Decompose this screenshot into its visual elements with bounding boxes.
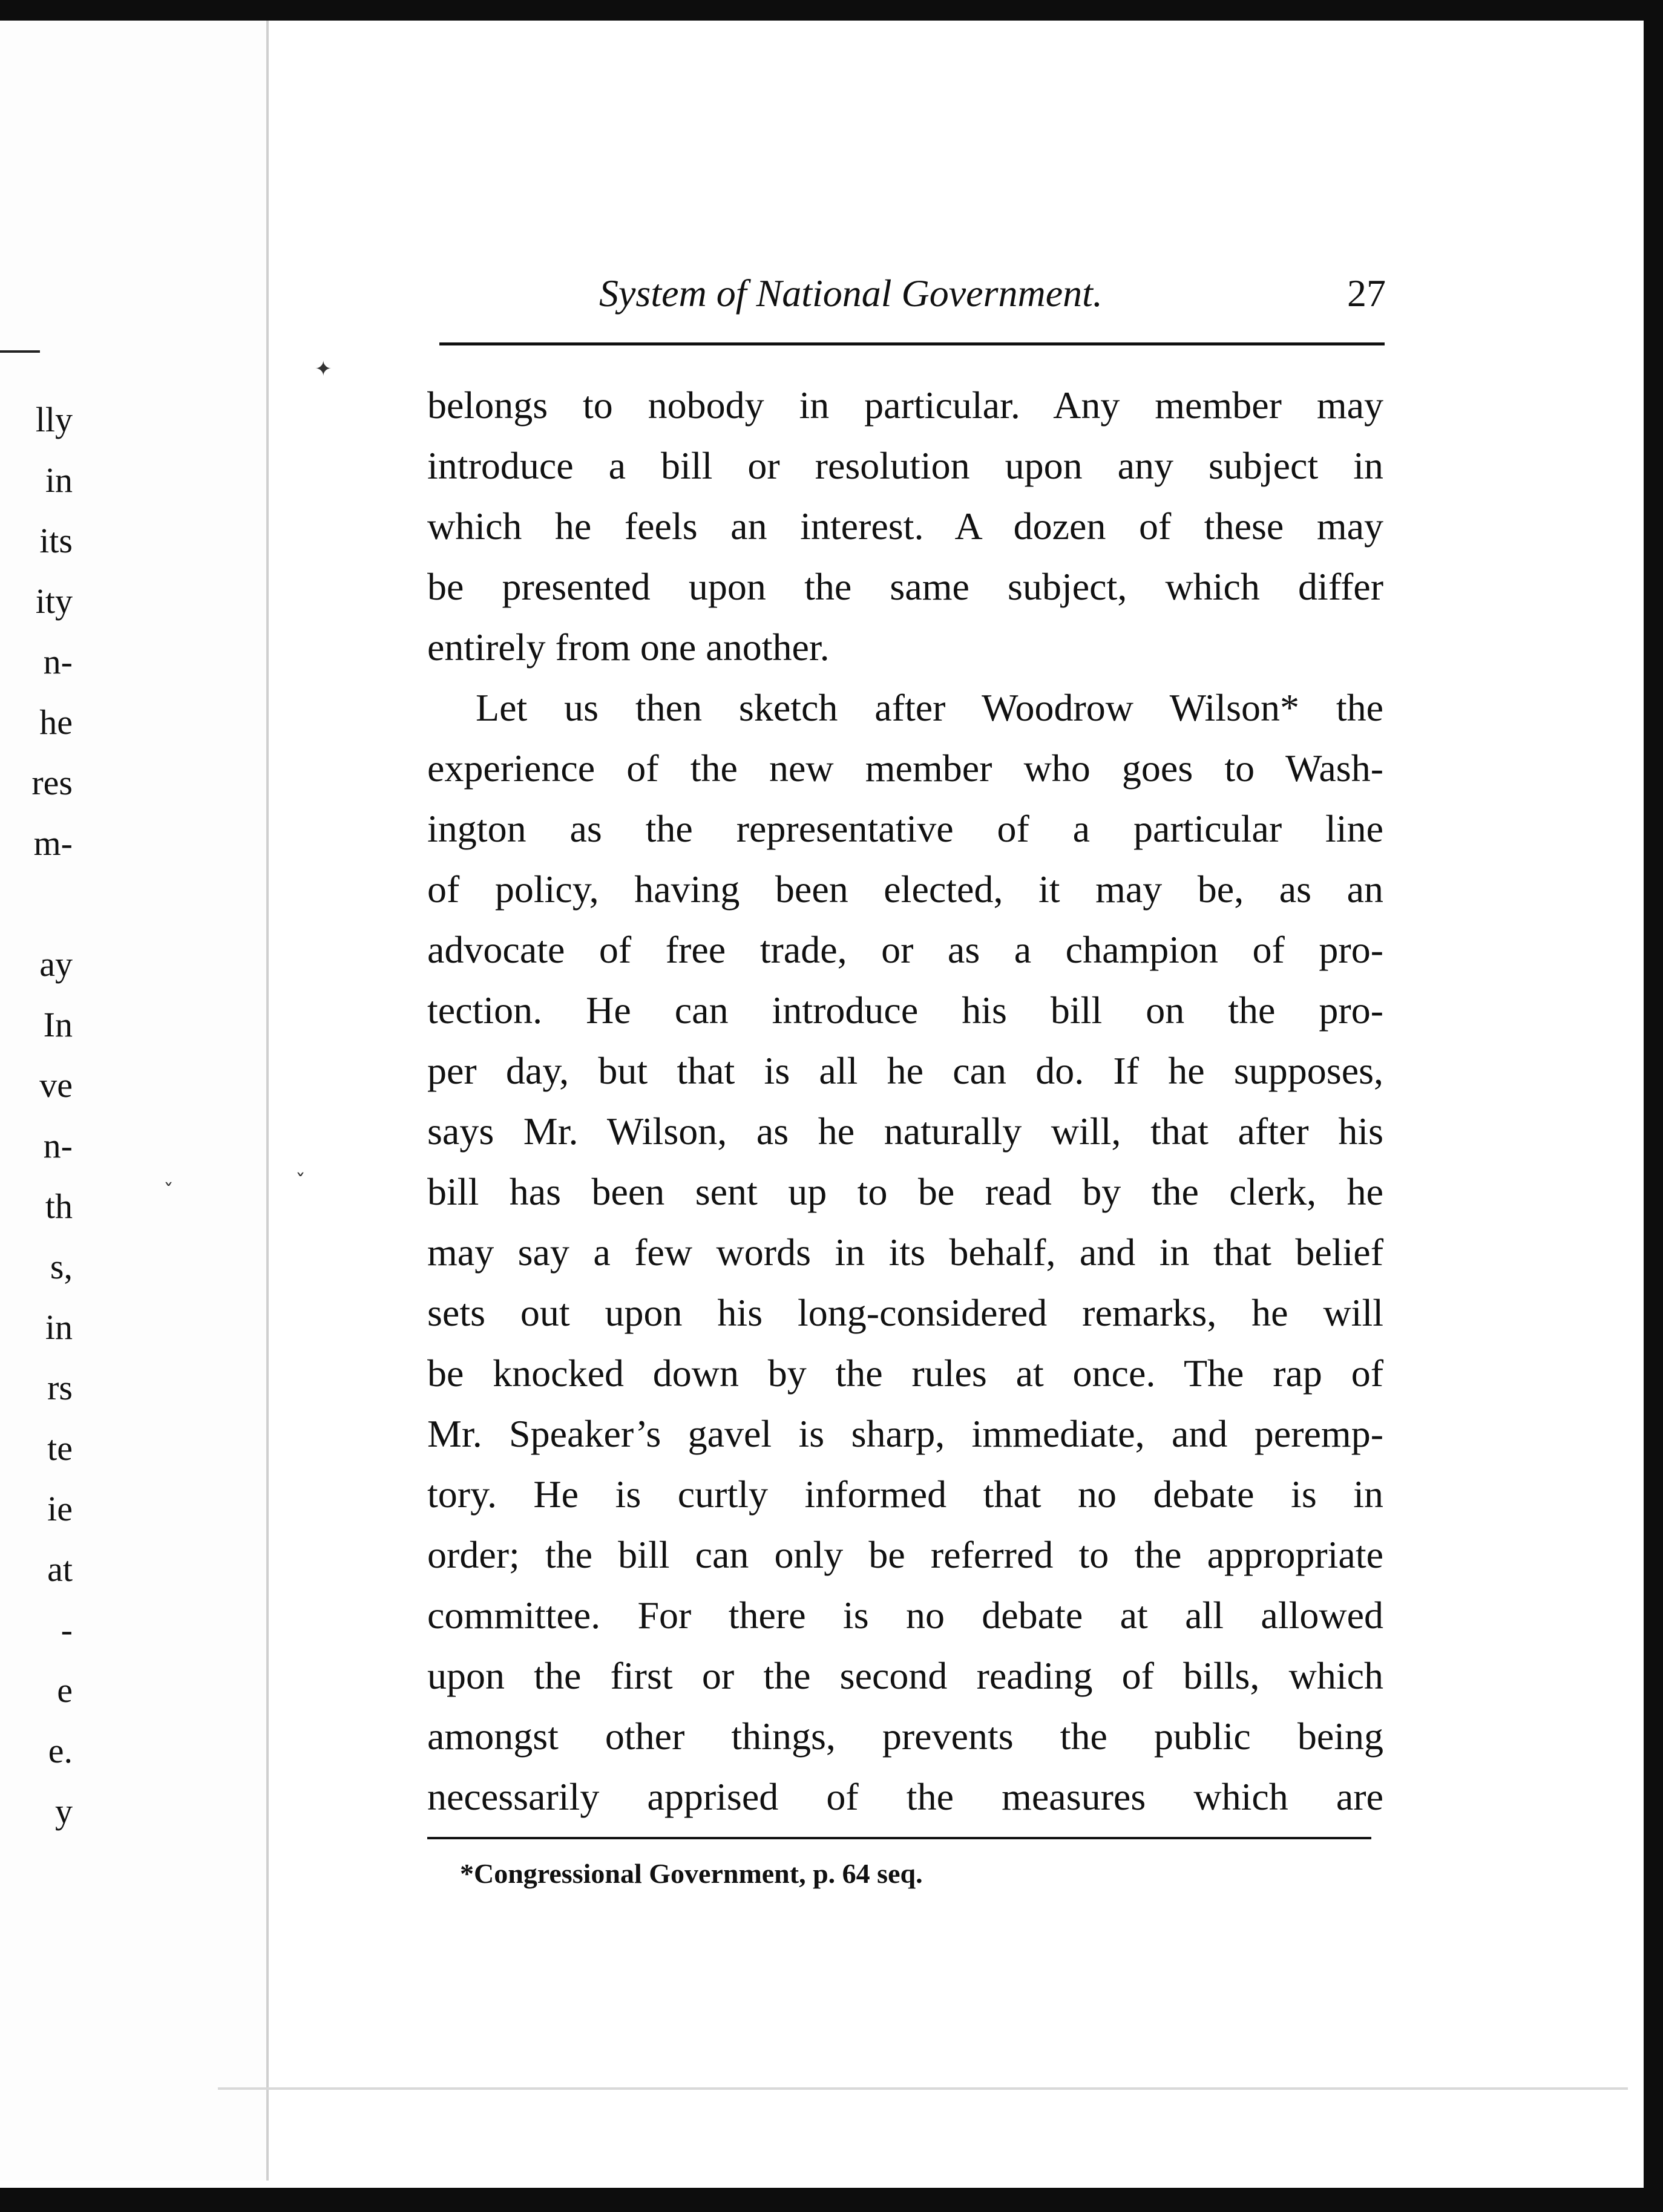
text-line: tection. He can introduce his bill on the pro- <box>427 989 1383 1032</box>
text-line: entirely from one another. <box>427 626 830 669</box>
text-line: bill has been sent up to be read by the clerk, he <box>427 1170 1383 1213</box>
facing-fragment: at <box>47 1549 73 1589</box>
scanner-border-top <box>0 0 1663 21</box>
facing-fragment: n- <box>43 642 73 681</box>
facing-fragment: s, <box>50 1247 73 1286</box>
scanner-border-bottom <box>0 2188 1663 2212</box>
scan-speck: ˇ <box>295 1170 306 1194</box>
footnote: *Congressional Government, p. 64 seq. <box>460 1858 923 1889</box>
text-line: which he feels an interest. A dozen of these may <box>427 505 1383 548</box>
text-line: experience of the new member who goes to Wash- <box>427 747 1383 790</box>
facing-fragment: th <box>45 1186 73 1226</box>
text-line: ington as the representative of a particular line <box>427 807 1383 850</box>
page-edge-shadow <box>218 2087 1628 2090</box>
header-rule <box>439 342 1385 345</box>
facing-fragment: y <box>55 1792 73 1831</box>
facing-fragment: te <box>47 1428 73 1468</box>
facing-fragment: res <box>31 763 73 802</box>
scan-speck: ˇ <box>163 1180 174 1204</box>
facing-fragment: in <box>45 460 73 500</box>
text-line: sets out upon his long-considered remarks, he will <box>427 1291 1383 1334</box>
text-line: introduce a bill or resolution upon any subject in <box>427 444 1383 487</box>
text-line: belongs to nobody in particular. Any member may <box>427 384 1383 427</box>
text-line: necessarily apprised of the measures which are <box>427 1775 1383 1818</box>
running-header <box>327 259 1386 326</box>
facing-fragment: - <box>61 1610 73 1649</box>
facing-fragment: its <box>39 521 73 560</box>
text-line: upon the first or the second reading of bills, which <box>427 1654 1383 1697</box>
facing-fragment: ity <box>35 581 73 621</box>
facing-fragment: rs <box>47 1368 73 1407</box>
facing-fragment: ie <box>47 1489 73 1528</box>
facing-fragment: e. <box>48 1731 73 1770</box>
facing-fragment: n- <box>43 1126 73 1165</box>
text-line: Let us then sketch after Woodrow Wilson* the <box>476 686 1383 729</box>
text-line: advocate of free trade, or as a champion of pro- <box>427 928 1383 971</box>
text-line: order; the bill can only be referred to the appropriate <box>427 1533 1383 1576</box>
facing-fragment: In <box>43 1005 73 1044</box>
facing-fragment: ve <box>39 1065 73 1105</box>
footnote-rule <box>427 1837 1371 1839</box>
facing-page-edge <box>0 21 269 2181</box>
text-line: per day, but that is all he can do. If he supposes, <box>427 1049 1383 1092</box>
facing-fragment: m- <box>33 823 73 863</box>
text-line: committee. For there is no debate at all allowed <box>427 1594 1383 1637</box>
body-text <box>427 375 1383 1827</box>
text-line: may say a few words in its behalf, and in that belief <box>427 1231 1383 1274</box>
text-line: tory. He is curtly informed that no debate is in <box>427 1473 1383 1516</box>
text-line: of policy, having been elected, it may be, as an <box>427 868 1383 911</box>
page-number: 27 <box>1347 272 1386 315</box>
facing-fragment: he <box>39 702 73 742</box>
facing-fragment: e <box>57 1670 73 1710</box>
facing-page-text <box>0 390 73 1842</box>
facing-fragment: ay <box>39 944 73 984</box>
text-line: amongst other things, prevents the public being <box>427 1715 1383 1758</box>
facing-page-rule <box>0 350 40 353</box>
text-line: says Mr. Wilson, as he naturally will, that after his <box>427 1110 1383 1153</box>
text-line: Mr. Speaker’s gavel is sharp, immediate, and peremp- <box>427 1412 1383 1455</box>
text-line: be presented upon the same subject, which differ <box>427 565 1383 608</box>
facing-fragment: lly <box>35 400 73 439</box>
facing-fragment: in <box>45 1307 73 1347</box>
scanner-border-right <box>1644 0 1663 2212</box>
scan-speck: ✦ <box>315 357 332 381</box>
text-line: be knocked down by the rules at once. The rap of <box>427 1352 1383 1395</box>
facing-fragment <box>0 874 73 934</box>
running-title: System of National Government. <box>599 272 1103 315</box>
